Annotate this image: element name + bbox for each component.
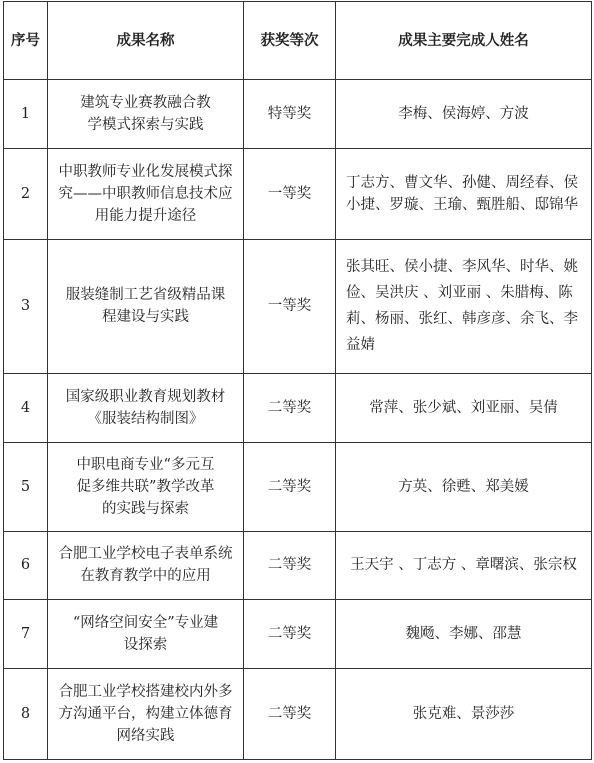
row-people: 魏飏、李娜、邵慧 [336,600,592,669]
row-people: 张克难、景莎莎 [336,668,592,759]
row-name: 国家级职业教育规划教材《服装结构制图》 [48,373,244,442]
row-level: 二等奖 [244,668,336,759]
row-index: 2 [4,148,48,239]
row-level: 二等奖 [244,531,336,600]
row-index: 7 [4,600,48,669]
row-index: 3 [4,239,48,373]
row-index: 4 [4,373,48,442]
row-name: 合肥工业学校搭建校内外多方沟通平台，构建立体德育网络实践 [48,668,244,759]
row-level: 二等奖 [244,442,336,531]
table-row [4,373,592,442]
header-index: 序号 [4,2,48,80]
table-row [4,442,592,531]
row-level: 一等奖 [244,148,336,239]
row-level: 一等奖 [244,239,336,373]
row-name: 中职电商专业“多元互促多维共联”教学改革的实践与探索 [48,442,244,531]
row-name: 服装缝制工艺省级精品课程建设与实践 [48,239,244,373]
table-row [4,668,592,759]
row-name: 中职教师专业化发展模式探究——中职教师信息技术应用能力提升途径 [48,148,244,239]
row-level: 特等奖 [244,80,336,149]
awards-table [3,1,592,760]
header-row [4,2,592,80]
row-people: 丁志方、曹文华、孙健、周经春、侯小捷、罗璇、王瑜、甄胜船、邸锦华 [336,148,592,239]
header-people: 成果主要完成人姓名 [336,2,592,80]
row-level: 二等奖 [244,600,336,669]
row-people: 张其旺、侯小捷、李风华、时华、姚俭、吴洪庆 、刘亚丽 、朱腊梅、陈莉、杨丽、张红、韩彦彦、余飞、李益婧 [336,239,592,373]
table-row [4,239,592,373]
row-people: 方英、徐甦、郑美媛 [336,442,592,531]
row-name: 合肥工业学校电子表单系统在教育教学中的应用 [48,531,244,600]
row-people: 李梅、侯海婷、方波 [336,80,592,149]
table-row [4,531,592,600]
table-row [4,148,592,239]
row-people: 常萍、张少斌、刘亚丽、吴倩 [336,373,592,442]
row-name: “网络空间安全”专业建设探索 [48,600,244,669]
row-index: 1 [4,80,48,149]
row-people: 王天宇 、丁志方 、章曙滨、张宗权 [336,531,592,600]
table-row [4,80,592,149]
table-row [4,600,592,669]
row-name: 建筑专业赛教融合教学模式探索与实践 [48,80,244,149]
row-index: 5 [4,442,48,531]
header-level: 获奖等次 [244,2,336,80]
row-index: 6 [4,531,48,600]
header-name: 成果名称 [48,2,244,80]
row-level: 二等奖 [244,373,336,442]
row-index: 8 [4,668,48,759]
